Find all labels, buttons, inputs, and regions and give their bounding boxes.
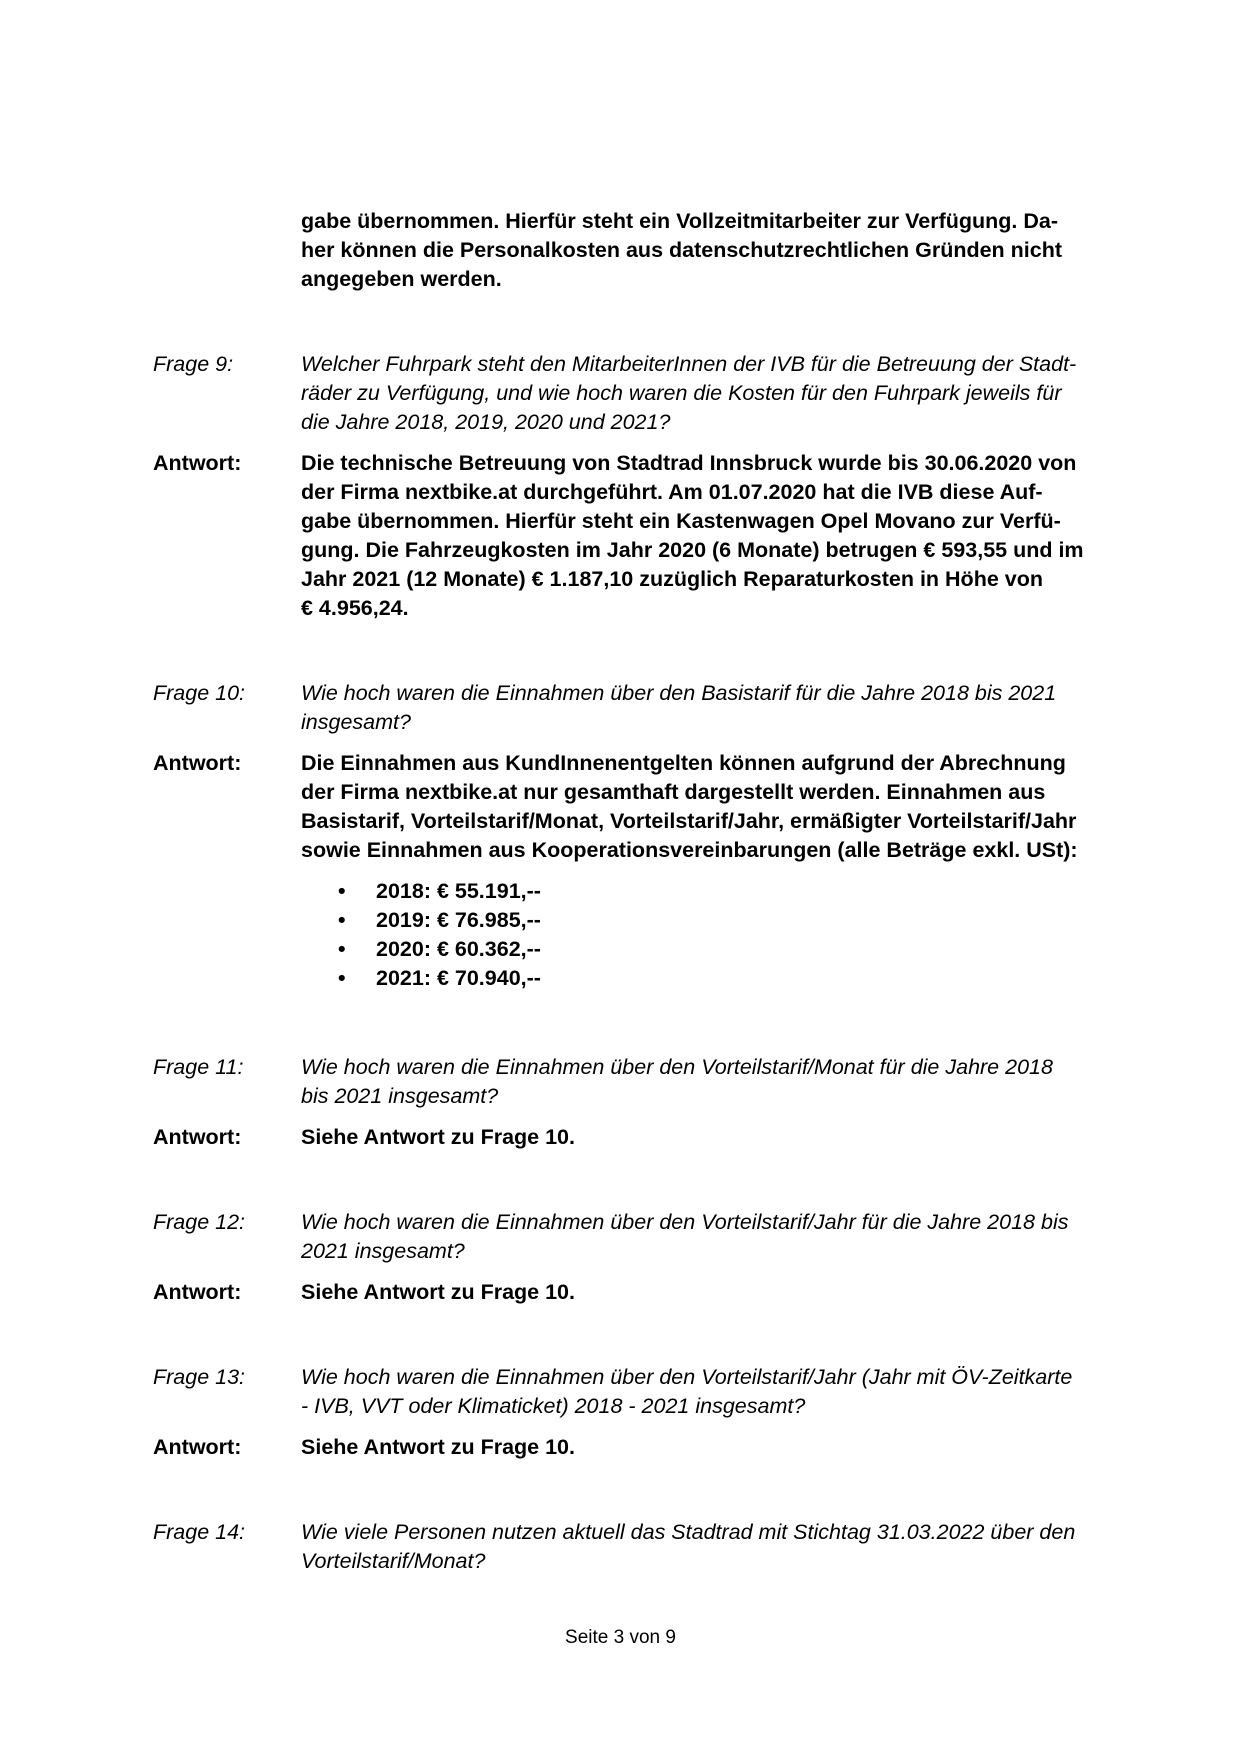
text-line: der Firma nextbike.at durchgeführt. Am 01.07.2020 hat die IVB diese Auf- xyxy=(301,480,1043,504)
list-item: • 2021: € 70.940,-- xyxy=(338,964,1143,993)
question-11-row xyxy=(153,1053,1143,1111)
question-9-row xyxy=(153,350,1143,437)
question-11-label: Frage 11: xyxy=(153,1055,244,1079)
text-line: Welcher Fuhrpark steht den MitarbeiterInnen der IVB für die Betreuung der Stadt- xyxy=(301,352,1077,376)
question-14-text xyxy=(301,1518,1143,1576)
question-13-block xyxy=(153,1363,1143,1462)
text-line: insgesamt? xyxy=(301,710,411,734)
text-line: angegeben werden. xyxy=(301,267,502,291)
question-10-block xyxy=(153,679,1143,993)
text-line: bis 2021 insgesamt? xyxy=(301,1084,499,1108)
page-footer: Seite 3 von 9 xyxy=(565,1627,676,1648)
answer-12-row xyxy=(153,1278,1143,1307)
text-line: € 4.956,24. xyxy=(301,596,409,620)
answer-12-text: Siehe Antwort zu Frage 10. xyxy=(301,1280,575,1304)
answer-9-label: Antwort: xyxy=(153,451,242,475)
answer-11-row xyxy=(153,1123,1143,1152)
text-line: die Jahre 2018, 2019, 2020 und 2021? xyxy=(301,410,671,434)
document-body xyxy=(153,207,1143,1576)
text-line: Wie viele Personen nutzen aktuell das Stadtrad mit Stichtag 31.03.2022 über den xyxy=(301,1520,1076,1544)
answer-9-text xyxy=(301,449,1143,623)
bullet-icon: • xyxy=(338,879,346,903)
answer-11-text: Siehe Antwort zu Frage 10. xyxy=(301,1125,575,1149)
text-line: Wie hoch waren die Einnahmen über den Vorteilstarif/Jahr (Jahr mit ÖV-Zeitkarte xyxy=(301,1365,1073,1389)
text-line: Jahr 2021 (12 Monate) € 1.187,10 zuzüglich Reparaturkosten in Höhe von xyxy=(301,567,1043,591)
question-14-row xyxy=(153,1518,1143,1576)
question-12-block xyxy=(153,1208,1143,1307)
text-line: Vorteilstarif/Monat? xyxy=(301,1549,486,1573)
text-line: gabe übernommen. Hierfür steht ein Vollzeitmitarbeiter zur Verfügung. Da- xyxy=(301,209,1058,233)
bullet-icon: • xyxy=(338,966,346,990)
text-line: Wie hoch waren die Einnahmen über den Vorteilstarif/Jahr für die Jahre 2018 bis xyxy=(301,1210,1069,1234)
text-line: her können die Personalkosten aus datenschutzrechtlichen Gründen nicht xyxy=(301,238,1063,262)
question-13-text xyxy=(301,1363,1143,1421)
list-item: • 2018: € 55.191,-- xyxy=(338,877,1143,906)
intro-paragraph xyxy=(301,207,1143,294)
bullet-icon: • xyxy=(338,937,346,961)
answer-11-label: Antwort: xyxy=(153,1125,242,1149)
question-9-label: Frage 9: xyxy=(153,352,234,376)
question-9-block xyxy=(153,350,1143,623)
answer-9-row xyxy=(153,449,1143,623)
question-14-block xyxy=(153,1518,1143,1576)
list-item: • 2019: € 76.985,-- xyxy=(338,906,1143,935)
text-line: der Firma nextbike.at nur gesamthaft dargestellt werden. Einnahmen aus xyxy=(301,780,1046,804)
text-line: Wie hoch waren die Einnahmen über den Basistarif für die Jahre 2018 bis 2021 xyxy=(301,681,1057,705)
text-line: Die technische Betreuung von Stadtrad Innsbruck wurde bis 30.06.2020 von xyxy=(301,451,1077,475)
question-11-text xyxy=(301,1053,1143,1111)
answer-10-row xyxy=(153,749,1143,993)
text-line: 2021 insgesamt? xyxy=(301,1239,465,1263)
question-11-block xyxy=(153,1053,1143,1152)
text-line: sowie Einnahmen aus Kooperationsvereinbarungen (alle Beträge exkl. USt): xyxy=(301,838,1078,862)
answer-13-label: Antwort: xyxy=(153,1435,242,1459)
question-14-label: Frage 14: xyxy=(153,1520,246,1544)
text-line: Basistarif, Vorteilstarif/Monat, Vorteilstarif/Jahr, ermäßigter Vorteilstarif/Jahr xyxy=(301,809,1077,833)
question-12-text xyxy=(301,1208,1143,1266)
question-12-row xyxy=(153,1208,1143,1266)
text-line: Wie hoch waren die Einnahmen über den Vorteilstarif/Monat für die Jahre 2018 xyxy=(301,1055,1053,1079)
list-item: • 2020: € 60.362,-- xyxy=(338,935,1143,964)
question-13-row xyxy=(153,1363,1143,1421)
answer-10-text xyxy=(301,749,1143,993)
text-line: - IVB, VVT oder Klimaticket) 2018 - 2021 insgesamt? xyxy=(301,1394,806,1418)
answer-13-text: Siehe Antwort zu Frage 10. xyxy=(301,1435,575,1459)
text-line: räder zu Verfügung, und wie hoch waren die Kosten für den Fuhrpark jeweils für xyxy=(301,381,1062,405)
answer-12-label: Antwort: xyxy=(153,1280,242,1304)
question-12-label: Frage 12: xyxy=(153,1210,246,1234)
bullet-icon: • xyxy=(338,908,346,932)
revenue-list xyxy=(301,877,1143,993)
text-line: gabe übernommen. Hierfür steht ein Kastenwagen Opel Movano zur Verfü- xyxy=(301,509,1061,533)
question-10-text xyxy=(301,679,1143,737)
question-10-label: Frage 10: xyxy=(153,681,246,705)
answer-13-row xyxy=(153,1433,1143,1462)
text-line: Die Einnahmen aus KundInnenentgelten können aufgrund der Abrechnung xyxy=(301,751,1066,775)
question-9-text xyxy=(301,350,1143,437)
answer-10-label: Antwort: xyxy=(153,751,242,775)
question-13-label: Frage 13: xyxy=(153,1365,246,1389)
question-10-row xyxy=(153,679,1143,737)
text-line: gung. Die Fahrzeugkosten im Jahr 2020 (6 Monate) betrugen € 593,55 und im xyxy=(301,538,1084,562)
